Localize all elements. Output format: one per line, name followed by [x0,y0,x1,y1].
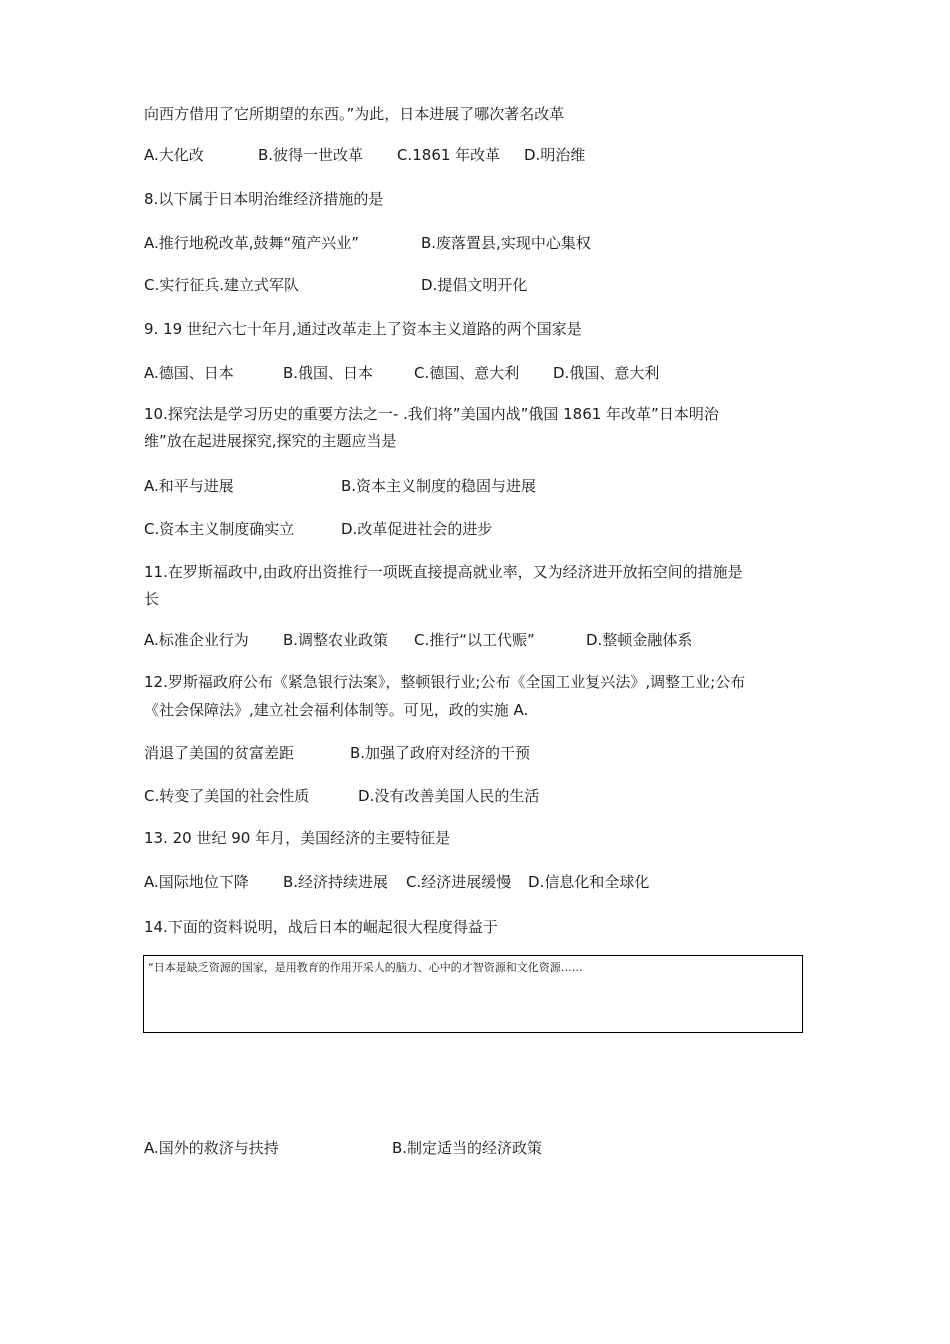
q12-option-a-continuation: 消退了美国的贫富差距 [144,744,295,762]
q14-option-b: B.制定适当的经济政策 [392,1139,543,1157]
q7-option-c: C.1861 年改革 [397,146,501,164]
q11-option-b: B.调整农业政策 [283,631,389,649]
q8-option-b: B.废落置县,实现中心集权 [421,234,591,252]
q9-option-b: B.俄国、日本 [283,364,374,382]
q14-quote-text: “日本是缺乏资源的国家，是用教育的作用开采人的脑力、心中的才智资源和文化资源…… [148,961,583,974]
q12-stem-line2: 《社会保障法》,建立社会福利体制等。可见，政的实施 A. [144,701,529,719]
q10-stem-line2: 维”放在起进展探究,探究的主题应当是 [144,432,397,450]
q10-stem-line1: 10.探究法是学习历史的重要方法之一- .我们将”美国内战”俄国 1861 年改革”日本明治 [144,405,719,423]
q7-option-b: B.彼得一世改革 [258,146,364,164]
q11-option-a: A.标准企业行为 [144,631,249,649]
q14-stem: 14.下面的资料说明，战后日本的崛起很大程度得益于 [144,918,498,936]
q13-option-b: B.经济持续进展 [283,873,389,891]
q13-stem: 13. 20 世纪 90 年月，美国经济的主要特征是 [144,829,451,847]
q7-stem-continuation: 向西方借用了它所期望的东西。”为此，日本进展了哪次著名改革 [144,105,565,123]
q11-option-d: D.整顿金融体系 [586,631,693,649]
q13-option-a: A.国际地位下降 [144,873,249,891]
q10-option-a: A.和平与进展 [144,477,234,495]
q14-option-a: A.国外的救济与扶持 [144,1139,279,1157]
q12-option-b: B.加强了政府对经济的干预 [350,744,531,762]
q9-option-c: C.德国、意大利 [414,364,520,382]
q11-stem-line1: 11.在罗斯福政中,由政府出资推行一项既直接提高就业率，又为经济进开放拓空间的措施是 [144,563,743,581]
q8-option-d: D.提倡文明开化 [421,276,528,294]
q11-stem-line2: 长 [144,590,160,608]
q8-stem: 8.以下属于日本明治维经济措施的是 [144,190,384,208]
q8-option-c: C.实行征兵.建立式军队 [144,276,300,294]
q10-option-b: B.资本主义制度的稳固与进展 [341,477,537,495]
q7-option-d: D.明治维 [524,146,586,164]
q12-option-d: D.没有改善美国人民的生活 [358,787,540,805]
q13-option-d: D.信息化和全球化 [528,873,650,891]
q11-option-c: C.推行“以工代赈” [414,631,535,649]
q9-stem: 9. 19 世纪六七十年月,通过改革走上了资本主义道路的两个国家是 [144,320,582,338]
q12-stem-line1: 12.罗斯福政府公布《紧急银行法案》，整顿银行业;公布《全国工业复兴法》,调整工业;公布 [144,673,746,691]
q9-option-d: D.俄国、意大利 [553,364,660,382]
q7-option-a: A.大化改 [144,146,204,164]
q10-option-d: D.改革促进社会的进步 [341,520,493,538]
q12-option-c: C.转变了美国的社会性质 [144,787,310,805]
q9-option-a: A.德国、日本 [144,364,234,382]
q14-quote-box [143,955,803,1033]
q8-option-a: A.推行地税改革,鼓舞“殖产兴业” [144,234,360,252]
q10-option-c: C.资本主义制度确实立 [144,520,295,538]
q13-option-c: C.经济进展缓慢 [406,873,512,891]
